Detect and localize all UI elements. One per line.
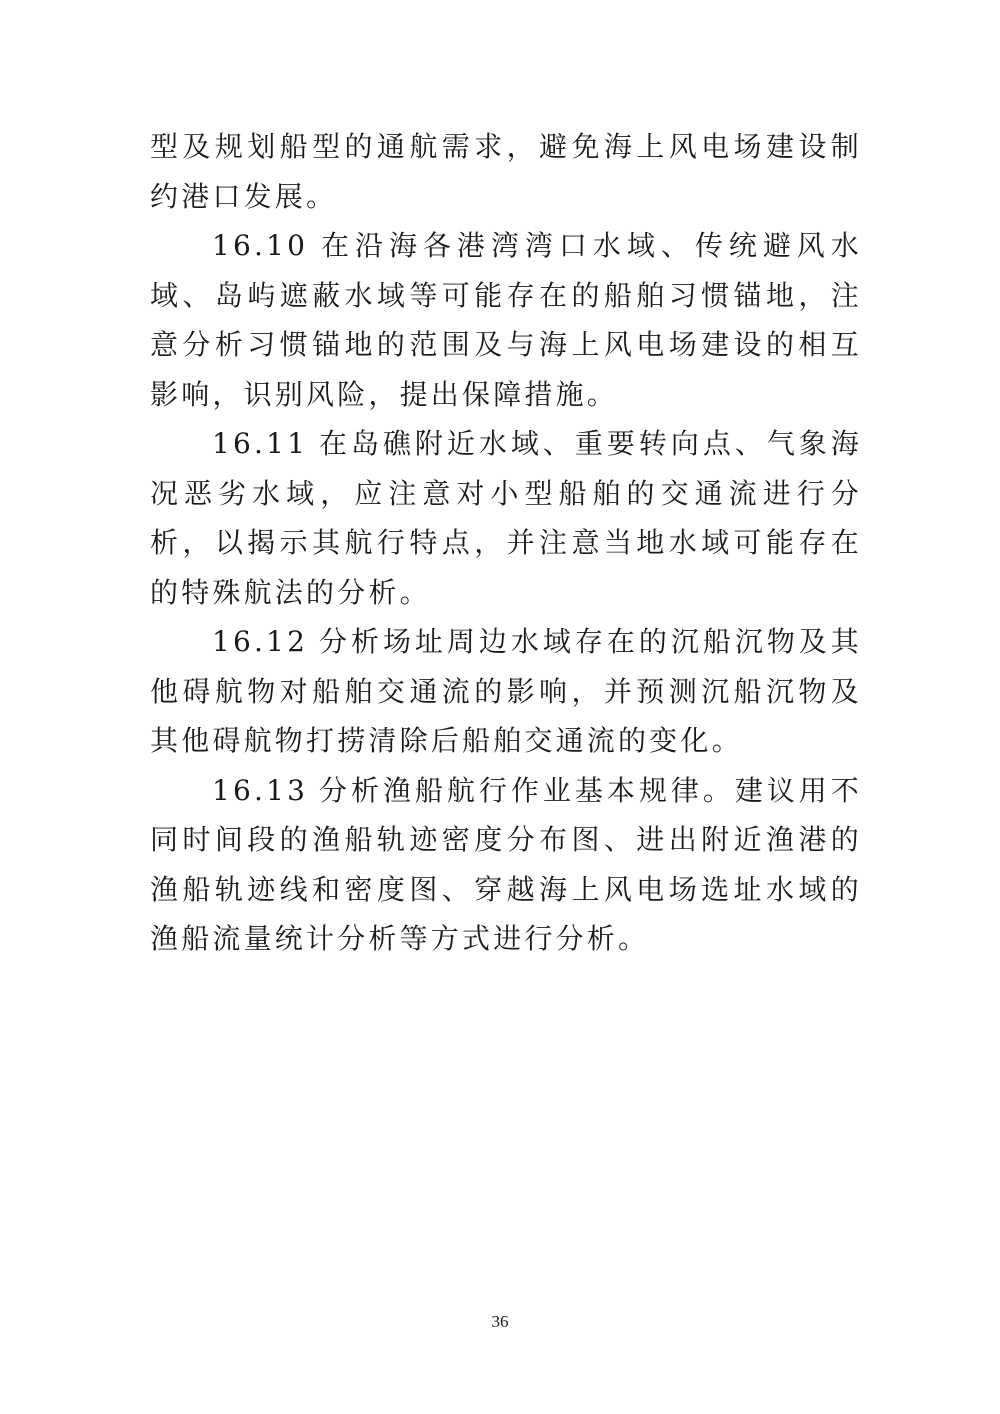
clause-16-13	[150, 766, 862, 964]
clause-text: 在沿海各港湾湾口水域、传统避风水域、岛屿遮蔽水域等可能存在的船舶习惯锚地，注意分析习惯锚地的范围及与海上风电场建设的相互影响，识别风险，提出保障措施。	[150, 229, 862, 411]
clause-text: 分析渔船航行作业基本规律。建议用不同时间段的渔船轨迹密度分布图、进出附近渔港的渔船轨迹线和密度图、穿越海上风电场选址水域的渔船流量统计分析等方式进行分析。	[150, 773, 862, 955]
clause-number: 16.10	[212, 229, 309, 262]
clause-number: 16.12	[212, 625, 309, 658]
page-number: 36	[491, 1312, 509, 1331]
paragraph-text: 型及规划船型的通航需求，避免海上风电场建设制约港口发展。	[150, 130, 862, 213]
clause-16-10	[150, 221, 862, 419]
clause-number: 16.11	[212, 427, 309, 460]
clause-text: 分析场址周边水域存在的沉船沉物及其他碍航物对船舶交通流的影响，并预测沉船沉物及其他碍航物打捞清除后船舶交通流的变化。	[150, 625, 862, 757]
clause-16-12	[150, 617, 862, 766]
clause-text: 在岛礁附近水域、重要转向点、气象海况恶劣水域，应注意对小型船舶的交通流进行分析，以揭示其航行特点，并注意当地水域可能存在的特殊航法的分析。	[150, 427, 862, 609]
clause-number: 16.13	[212, 773, 309, 807]
clause-16-11	[150, 419, 862, 617]
body-text	[150, 122, 862, 964]
continuation-paragraph	[150, 122, 862, 221]
